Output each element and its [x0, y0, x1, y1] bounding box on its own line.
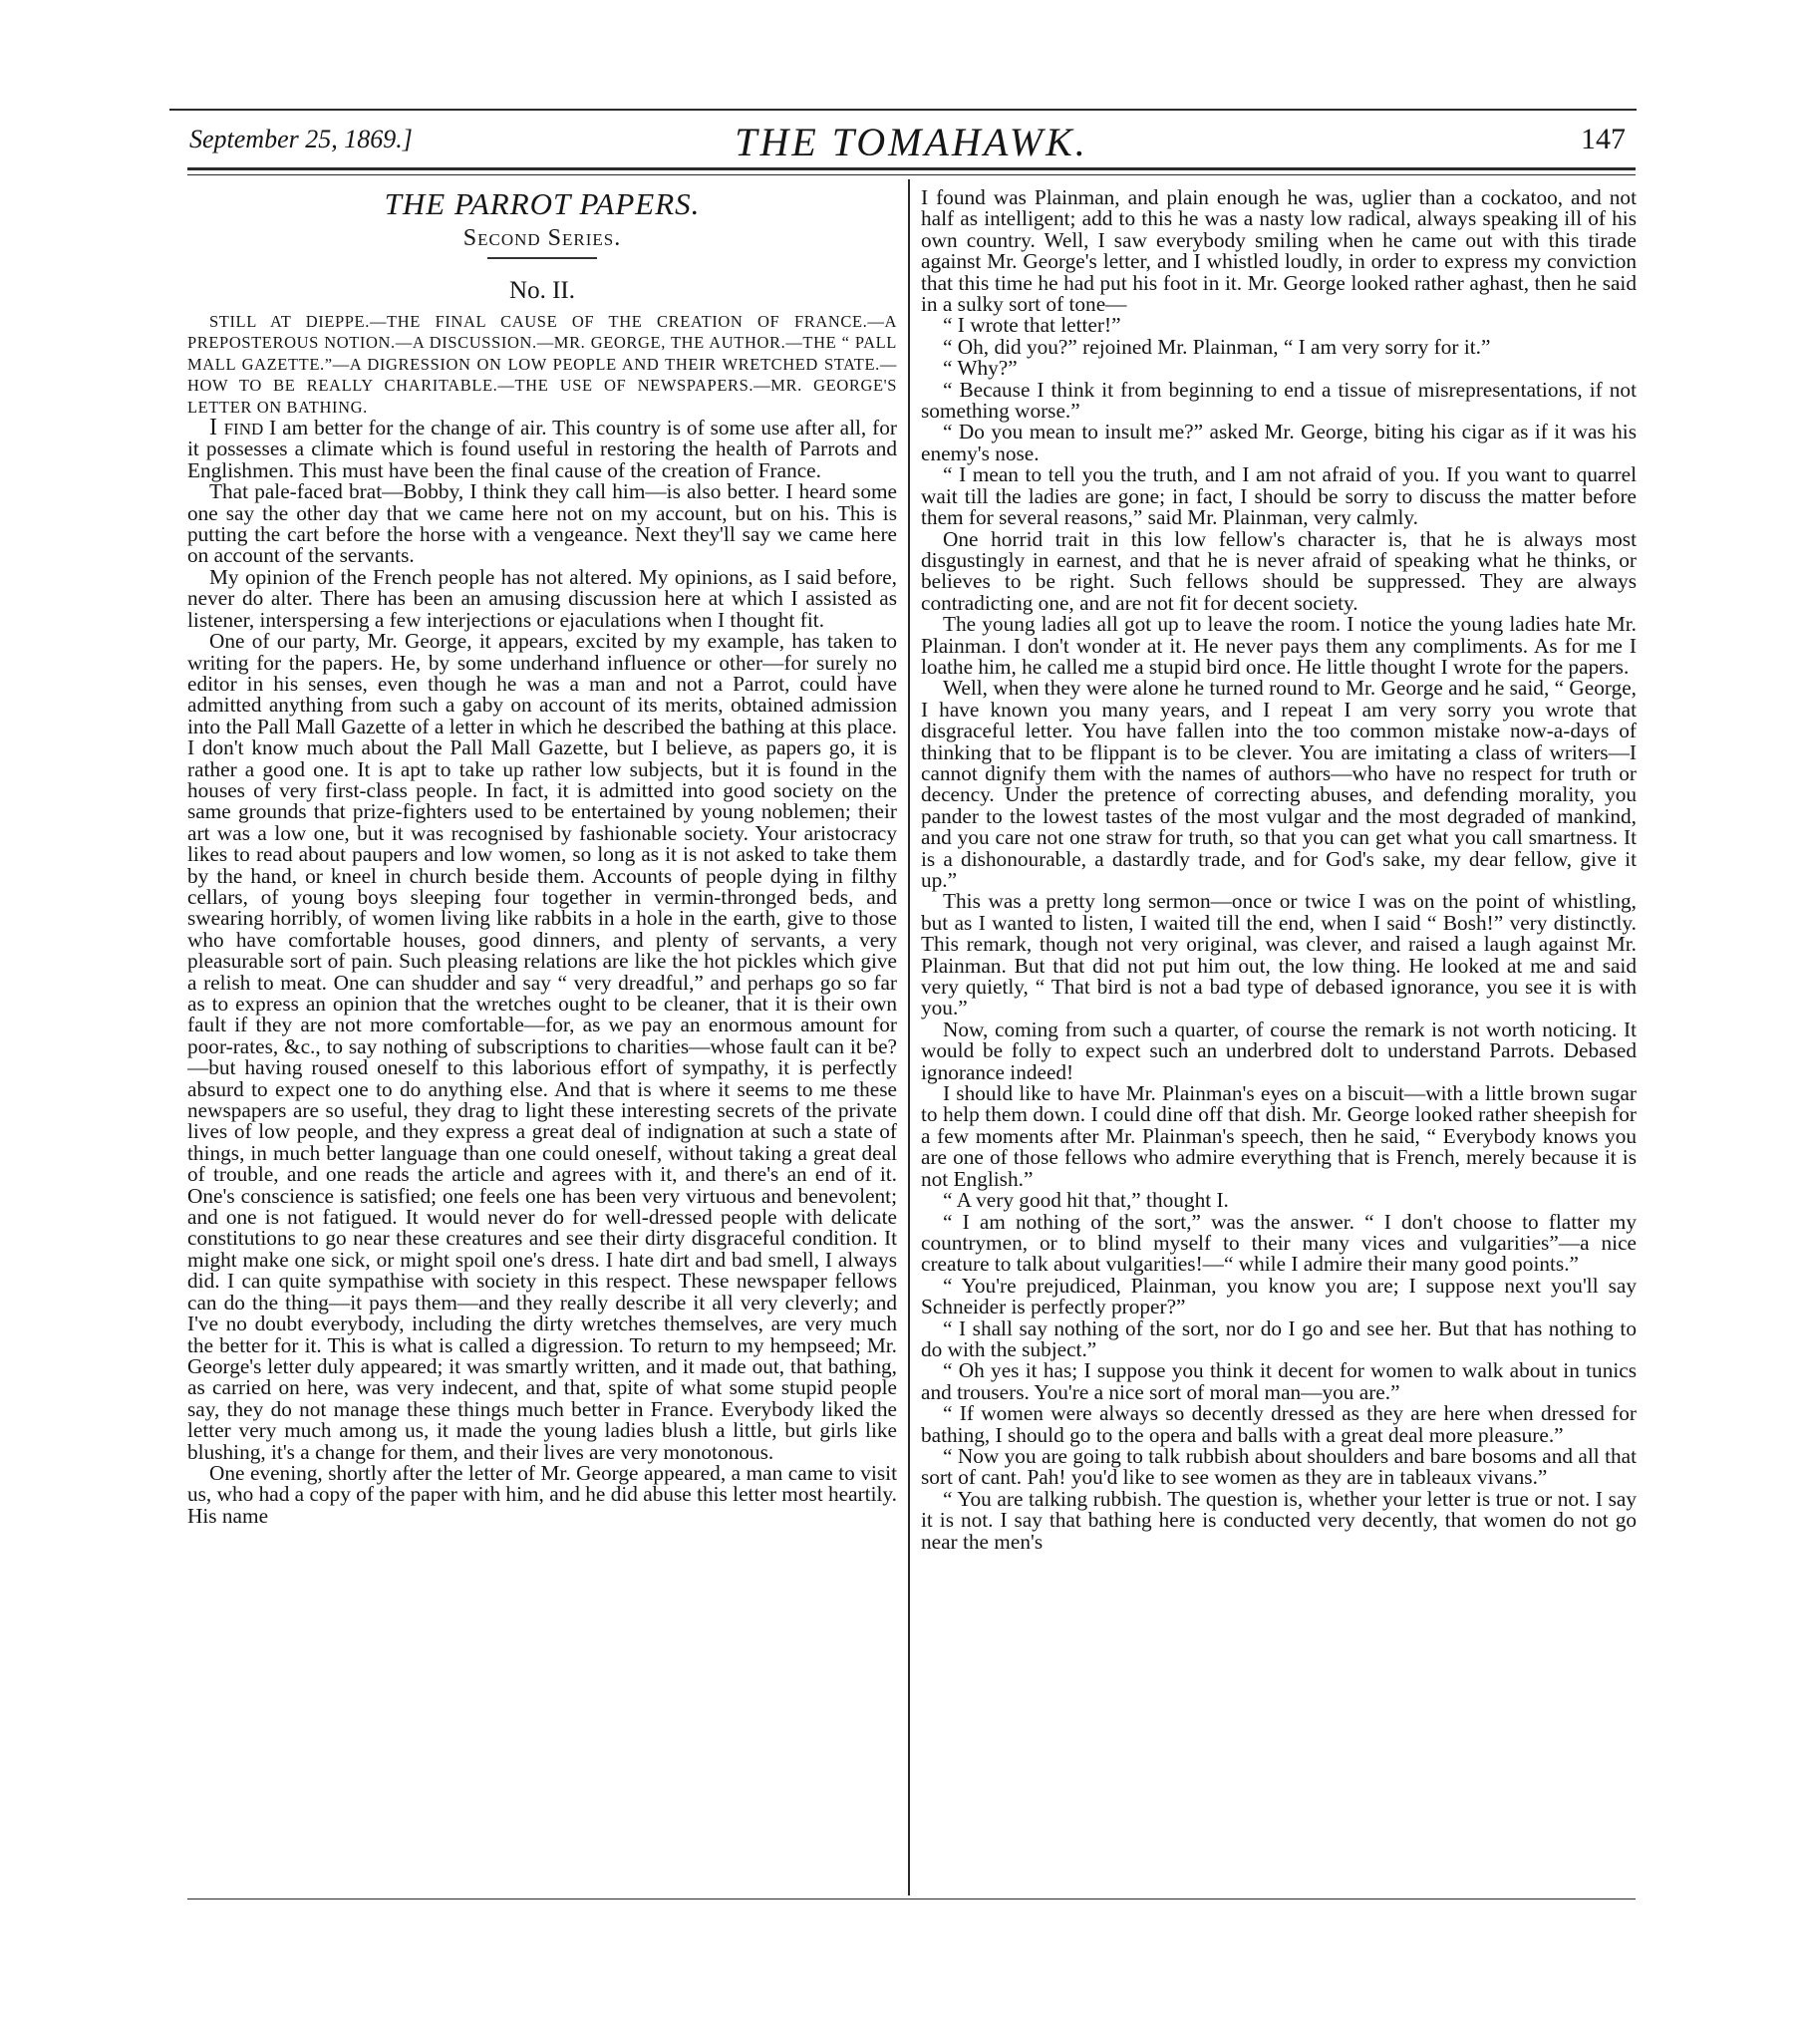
paragraph — [187, 415, 897, 482]
opening-words: I find — [209, 415, 264, 441]
paragraph: The young ladies all got up to leave the room. I notice the young ladies hate Mr. Plainman. I don't wonder at it. He never pays them any compliments. As for me I loathe him, he called me a stupid bird once. He little thought I wrote for the papers. — [921, 612, 1637, 679]
page-header — [187, 119, 1636, 168]
header-rule-thin — [187, 174, 1636, 175]
paragraph: One horrid trait in this low fellow's character is, that he is always most disgustingly in earnest, and that he is never afraid of speaking what he thinks, or believes to be right. Such fellows should be suppressed. They are always contradicting one, and are not fit for decent society. — [921, 526, 1637, 615]
publication-title: THE TOMAHAWK. — [735, 120, 1088, 164]
paragraph: That pale-faced brat—Bobby, I think they call him—is also better. I heard some one say the other day that we came here not on my account, but on his. This is putting the cart before the horse with a vengeance. Next they'll say we came here on account of the servants. — [187, 479, 897, 568]
paragraph: “ If women were always so decently dressed as they are here when dressed for bathing, I should go to the opera and balls with a great deal more pleasure.” — [921, 1401, 1637, 1447]
paragraph: “ Oh yes it has; I suppose you think it decent for women to walk about in tunics and trousers. You're a nice sort of moral man—you are.” — [921, 1358, 1637, 1404]
paragraph: “ A very good hit that,” thought I. — [943, 1188, 1229, 1213]
paragraph-text: I am better for the change of air. This country is of some use after all, for it possesses a climate which is found useful in restoring the health of Parrots and Englishmen. This must have been the final cause of the creation of France. — [187, 416, 897, 482]
paragraph: “ Oh, did you?” rejoined Mr. Plainman, “ I am very sorry for it.” — [943, 334, 1491, 359]
paragraph: “ You're prejudiced, Plainman, you know you are; I suppose next you'll say Schneider is perfectly proper?” — [921, 1273, 1637, 1319]
article-title: THE PARROT PAPERS. — [384, 187, 701, 221]
paragraph: “ You are talking rubbish. The question is, whether your letter is true or not. I say it is not. I say that bathing here is conducted very decently, that women do not go near the men's — [921, 1486, 1637, 1554]
paragraph: “ Now you are going to talk rubbish about shoulders and bare bosoms and all that sort of cant. Pah! you'd like to see women as they are in tableaux vivans.” — [921, 1443, 1637, 1490]
paragraph: “ Because I think it from beginning to end a tissue of misrepresentations, if not something worse.” — [921, 377, 1637, 424]
paragraph: I found was Plainman, and plain enough he was, uglier than a cockatoo, and not half as intelligent; add to this he was a nasty low radical, always speaking ill of his own country. Well, I saw everybody smiling when he came out with this tirade against Mr. George's letter, and I whistled loudly, in order to express my conviction that this time he had put his foot in it. Mr. George looked rather aghast, then he said in a sulky sort of tone— — [921, 187, 1637, 317]
paragraph: “ I mean to tell you the truth, and I am not afraid of you. If you want to quarrel wait till the ladies are gone; in fact, I should be sorry to discuss the matter before them for several reasons,” said Mr. Plainman, very calmly. — [921, 462, 1637, 530]
article-series: Second Series. — [462, 225, 622, 251]
paragraph: Well, when they were alone he turned round to Mr. George and he said, “ George, I have known you many years, and I repeat I am very sorry you wrote that disgraceful letter. You have fallen into the too common mistake now-a-days of thinking that to be flippant is to be clever. You are imitating a class of writers—I cannot dignify them with the names of authors—who have no respect for truth or decency. Under the pretence of correcting abuses, and defending morality, you pander to the lowest tastes of the most vulgar and the most degraded of mankind, and you care not one straw for truth, so that you can get what you call smartness. It is a dishonourable, a dastardly trade, and for God's sake, my dear fellow, give it up.” — [921, 676, 1637, 892]
paragraph: “ I wrote that letter!” — [943, 313, 1121, 338]
paragraph: “ I shall say nothing of the sort, nor do I go and see her. But that has nothing to do with the subject.” — [921, 1315, 1637, 1361]
paragraph: “ I am nothing of the sort,” was the answer. “ I don't choose to flatter my countrymen, or to blind myself to their many vices and vulgarities”—a nice creature to talk about vulgarities!—“ while I admire their many good points.” — [921, 1209, 1637, 1277]
footer-rule — [187, 1898, 1636, 1899]
article-summary: STILL AT DIEPPE.—THE FINAL CAUSE OF THE CREATION OF FRANCE.—A PREPOSTEROUS NOTION.—A DISCUSSION.—MR. GEORGE, THE AUTHOR.—THE “ PALL MALL GAZETTE.”—A DIGRESSION ON LOW PEOPLE AND THEIR WRETCHED STATE.—HOW TO BE REALLY CHARITABLE.—THE USE OF NEWSPAPERS.—MR. GEORGE'S LETTER ON BATHING. — [187, 312, 897, 417]
paragraph: This was a pretty long sermon—once or twice I was on the point of whistling, but as I wanted to listen, I waited till the end, when I said “ Bosh!” very distinctly. This remark, though not very original, was clever, and raised a laugh against Mr. Plainman. But that did not put him out, the low thing. He looked at me and said very quietly, “ That bird is not a bad type of debased ignorance, you see it is with you.” — [921, 889, 1637, 1021]
paragraph: “ Why?” — [943, 356, 1018, 381]
right-column — [921, 187, 1637, 1894]
paragraph: Now, coming from such a quarter, of course the remark is not worth noticing. It would be folly to expect such an underbred dolt to understand Parrots. Debased ignorance indeed! — [921, 1017, 1637, 1084]
left-column — [187, 187, 897, 1894]
title-divider — [487, 257, 597, 259]
top-rule — [169, 109, 1637, 111]
paragraph: One evening, shortly after the letter of Mr. George appeared, a man came to visit us, who had a copy of the paper with him, and he did abuse this letter most heartily. His name — [187, 1460, 897, 1528]
article-number: No. II. — [509, 277, 575, 304]
paragraph: “ Do you mean to insult me?” asked Mr. George, biting his cigar as if it was his enemy's nose. — [921, 420, 1637, 465]
column-divider — [908, 179, 910, 1896]
paragraph: My opinion of the French people has not altered. My opinions, as I said before, never do alter. There has been an amusing discussion here at which I assisted as listener, interspersing a few interjections or ejaculations when I thought fit. — [187, 564, 897, 632]
paragraph: I should like to have Mr. Plainman's eyes on a biscuit—with a little brown sugar to help them down. I could dine off that dish. Mr. George looked rather sheepish for a few moments after Mr. Plainman's speech, then he said, “ Everybody knows you are one of those fellows who admire everything that is French, merely because it is not English.” — [921, 1081, 1637, 1191]
paragraph: One of our party, Mr. George, it appears, excited by my example, has taken to writing for the papers. He, by some underhand influence or other—for surely no editor in his senses, even though he was a man and not a Parrot, could have admitted anything from such a gaby on account of its merits, obtained admission into the Pall Mall Gazette of a letter in which he described the bathing at this place. I don't know much about the Pall Mall Gazette, but I believe, as papers go, it is rather a good one. It is apt to take up rather low subjects, but it is found in the houses of very first-class people. In fact, it is admitted into good society on the same grounds that prize-fighters used to be entertained by young noblemen; their art was a low one, but it was recognised by fashionable society. Your aristocracy likes to read about paupers and low women, so long as it is not asked to take them by the hand, or kneel in church beside them. Accounts of people dying in filthy cellars, of young boys sleeping four together in vermin-thronged beds, and swearing horribly, of women living like rabbits in a hole in the earth, give to those who have comfortable houses, good dinners, and plenty of servants, a very pleasurable sort of pain. Such pleasing relations are like the hot pickles which give a relish to meat. One can shudder and say “ very dreadful,” and perhaps go so far as to express an opinion that the wretches ought to be cleaner, that it is their own fault if they are not more comfortable—for, as we pay an enormous amount for poor-rates, &c., to say nothing of subscriptions to charities—whose fault can it be?—but having roused oneself to this laborious effort of sympathy, it is perfectly absurd to expect one to do anything else. And that is where it seems to me these newspapers are so useful, they drag to light these interesting secrets of the private lives of low people, and they express a great deal of indignation at such a state of things, in much better language than one could oneself, without taking a great deal of trouble, and one reads the article and agrees with it, and there's an end of it. One's conscience is satisfied; one feels one has been very virtuous and benevolent; and one is not fatigued. It would never do for well-dressed people with delicate constitutions to go near these creatures and see their dirty disgraceful condition. It might make one sick, or might spoil one's dress. I hate dirt and bad smell, I always did. I can quite sympathise with society in this respect. These newspaper fellows can do the thing—it pays them—and they really describe it all very cleverly; and I've no doubt everybody, including the dirty wretches themselves, are very much the better for it. This is what is called a digression. To return to my hempseed; Mr. George's letter duly appeared; it was smartly written, and it made out, that bathing, as carried on here, was very indecent, and that, spite of what some stupid people say, they do not manage these things much better in France. Everybody liked the letter very much among us, it made the young ladies blush a little, but girls like blushing, it's a change for them, and their lives are very monotonous. — [187, 629, 897, 1464]
page-number: 147 — [1581, 123, 1626, 155]
issue-date: September 25, 1869.] — [189, 125, 413, 153]
header-rule-thick — [187, 167, 1636, 170]
